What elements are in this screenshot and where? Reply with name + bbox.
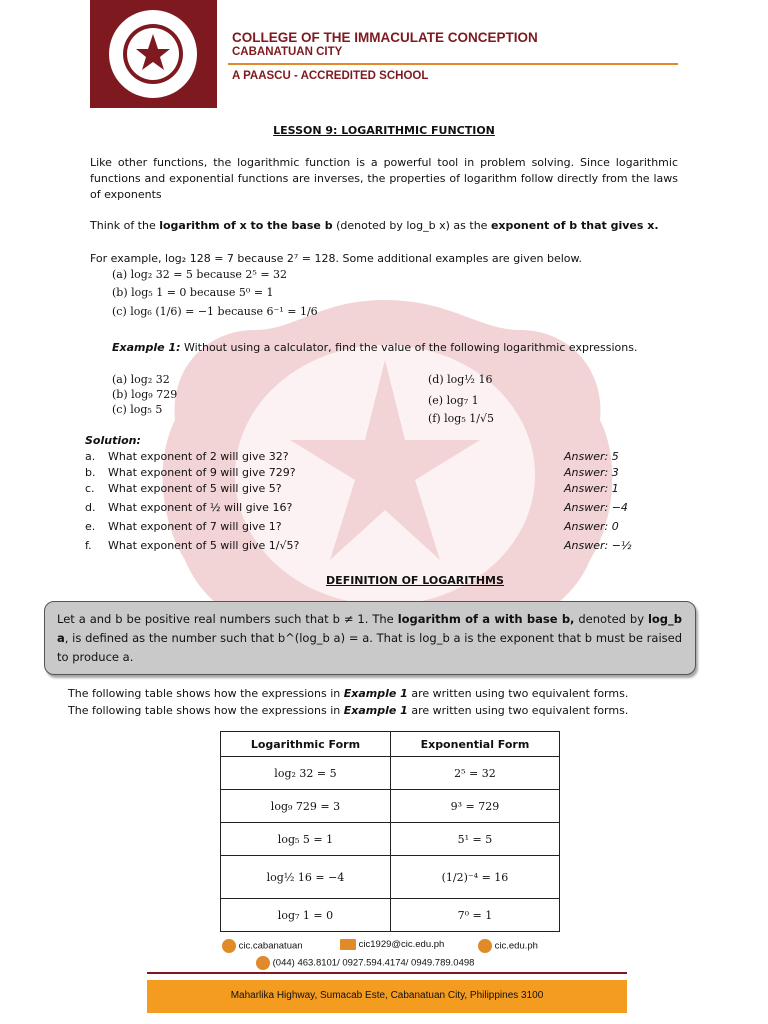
solution-answer-a: Answer: 5 bbox=[564, 450, 619, 463]
example1-label: Example 1: bbox=[112, 341, 181, 354]
example1-item-f: (f) log₅ 1/√5 bbox=[428, 412, 494, 425]
example1-prompt bbox=[112, 340, 678, 356]
definition-part3: , is defined as the number such that b^(log_b a) = a. That is log_b a is the exponent that b must be raised to produce a. bbox=[57, 631, 682, 664]
table-intro-emph: Example 1 bbox=[343, 687, 408, 700]
solution-letter-d: d. bbox=[85, 501, 96, 514]
footer-address: Maharlika Highway, Sumacab Este, Cabanatuan City, Philippines 3100 bbox=[230, 990, 544, 1001]
table-row bbox=[221, 823, 560, 856]
table-intro-1 bbox=[68, 686, 708, 702]
definition-box bbox=[44, 601, 696, 675]
table-intro-emph: Example 1 bbox=[343, 704, 408, 717]
phone-contact bbox=[256, 956, 474, 970]
solution-question-f: What exponent of 5 will give 1/√5? bbox=[108, 539, 300, 552]
mail-icon bbox=[340, 939, 356, 950]
school-name: COLLEGE OF THE IMMACULATE CONCEPTION bbox=[232, 30, 538, 45]
solution-letter-e: e. bbox=[85, 520, 96, 533]
definition-text bbox=[57, 610, 682, 667]
table-cell-exp: 5¹ = 5 bbox=[390, 823, 559, 856]
email-contact[interactable] bbox=[340, 939, 444, 950]
globe-icon bbox=[478, 939, 492, 953]
table-cell-log: log₅ 5 = 1 bbox=[221, 823, 391, 856]
email-address: cic1929@cic.edu.ph bbox=[358, 939, 445, 951]
table-cell-log: log₂ 32 = 5 bbox=[221, 757, 391, 790]
solution-letter-a: a. bbox=[85, 450, 96, 463]
table-cell-exp: (1/2)⁻⁴ = 16 bbox=[390, 856, 559, 899]
table-header-row bbox=[221, 732, 560, 757]
table-intro-after: are written using two equivalent forms. bbox=[407, 704, 629, 717]
definition-bold1: logarithm of a with base b, bbox=[397, 612, 575, 626]
think-bold-2: exponent of b that gives x. bbox=[490, 219, 659, 232]
table-intro-before: The following table shows how the expressions in bbox=[68, 704, 344, 717]
think-paragraph bbox=[90, 218, 680, 234]
table-header-log: Logarithmic Form bbox=[221, 732, 391, 757]
think-pre: Think of the bbox=[90, 219, 160, 232]
facebook-handle: cic.cabanatuan bbox=[238, 940, 303, 952]
definition-bold2: log_b a bbox=[57, 612, 683, 645]
table-cell-log: log₉ 729 = 3 bbox=[221, 790, 391, 823]
table-cell-exp: 9³ = 729 bbox=[390, 790, 559, 823]
table-row bbox=[221, 856, 560, 899]
lesson-title: LESSON 9: LOGARITHMIC FUNCTION bbox=[273, 124, 495, 137]
example-a: (a) log₂ 32 = 5 because 2⁵ = 32 bbox=[112, 268, 288, 281]
table-row bbox=[221, 757, 560, 790]
phone-numbers: (044) 463.8101/ 0927.594.4174/ 0949.789.0498 bbox=[272, 957, 475, 969]
forms-table bbox=[220, 731, 560, 932]
solution-question-d: What exponent of ½ will give 16? bbox=[108, 501, 293, 514]
solution-answer-b: Answer: 3 bbox=[564, 466, 619, 479]
school-logo bbox=[90, 0, 217, 108]
solution-question-b: What exponent of 9 will give 729? bbox=[108, 466, 296, 479]
solution-question-e: What exponent of 7 will give 1? bbox=[108, 520, 282, 533]
intro-paragraph: Like other functions, the logarithmic function is a powerful tool in problem solving. Since logarithmic functions and exponential functions are inverses, the properties of logarithm follow directly from the laws of exponents bbox=[90, 156, 678, 201]
header-divider bbox=[228, 63, 678, 65]
example1-item-c: (c) log₅ 5 bbox=[112, 403, 163, 416]
table-intro-after: are written using two equivalent forms. bbox=[407, 687, 629, 700]
solution-letter-c: c. bbox=[85, 482, 95, 495]
school-city: CABANATUAN CITY bbox=[232, 46, 343, 58]
table-header-exp: Exponential Form bbox=[390, 732, 559, 757]
think-bold-1: logarithm of x to the base b bbox=[159, 219, 333, 232]
solution-letter-b: b. bbox=[85, 466, 96, 479]
table-row bbox=[221, 790, 560, 823]
definition-heading: DEFINITION OF LOGARITHMS bbox=[326, 574, 504, 587]
example1-item-d: (d) log½ 16 bbox=[428, 373, 493, 386]
facebook-icon bbox=[222, 939, 236, 953]
solution-answer-c: Answer: 1 bbox=[564, 482, 619, 495]
table-intro-2 bbox=[68, 703, 708, 719]
example1-item-b: (b) log₉ 729 bbox=[112, 388, 178, 401]
example-line: For example, log₂ 128 = 7 because 2⁷ = 128. Some additional examples are given below. bbox=[90, 252, 582, 265]
school-seal-icon bbox=[98, 4, 208, 104]
solution-letter-f: f. bbox=[85, 539, 92, 552]
table-cell-log: log₇ 1 = 0 bbox=[221, 899, 391, 932]
table-intro-before: The following table shows how the expressions in bbox=[68, 687, 344, 700]
solution-question-a: What exponent of 2 will give 32? bbox=[108, 450, 289, 463]
table-cell-exp: 2⁵ = 32 bbox=[390, 757, 559, 790]
definition-part1: Let a and b be positive real numbers such that b ≠ 1. The bbox=[57, 612, 398, 626]
example-b: (b) log₅ 1 = 0 because 5⁰ = 1 bbox=[112, 286, 274, 299]
solution-question-c: What exponent of 5 will give 5? bbox=[108, 482, 282, 495]
definition-part2: denoted by bbox=[574, 612, 648, 626]
example-c: (c) log₆ (1/6) = −1 because 6⁻¹ = 1/6 bbox=[112, 305, 318, 318]
example1-item-e: (e) log₇ 1 bbox=[428, 394, 479, 407]
think-mid: (denoted by log_b x) as the bbox=[332, 219, 491, 232]
facebook-contact[interactable] bbox=[222, 939, 303, 953]
solution-answer-f: Answer: −½ bbox=[564, 539, 632, 552]
website-url: cic.edu.ph bbox=[494, 940, 538, 952]
solution-label: Solution: bbox=[85, 434, 141, 447]
example1-item-a: (a) log₂ 32 bbox=[112, 373, 170, 386]
footer-divider bbox=[147, 972, 627, 974]
table-row bbox=[221, 899, 560, 932]
website-contact[interactable] bbox=[478, 939, 538, 953]
solution-answer-d: Answer: −4 bbox=[564, 501, 628, 514]
accreditation-text: A PAASCU - ACCREDITED SCHOOL bbox=[232, 70, 429, 82]
table-cell-exp: 7⁰ = 1 bbox=[390, 899, 559, 932]
example1-text: Without using a calculator, find the value of the following logarithmic expressions. bbox=[180, 341, 638, 354]
table-cell-log: log½ 16 = −4 bbox=[221, 856, 391, 899]
solution-answer-e: Answer: 0 bbox=[564, 520, 619, 533]
phone-icon bbox=[256, 956, 270, 970]
